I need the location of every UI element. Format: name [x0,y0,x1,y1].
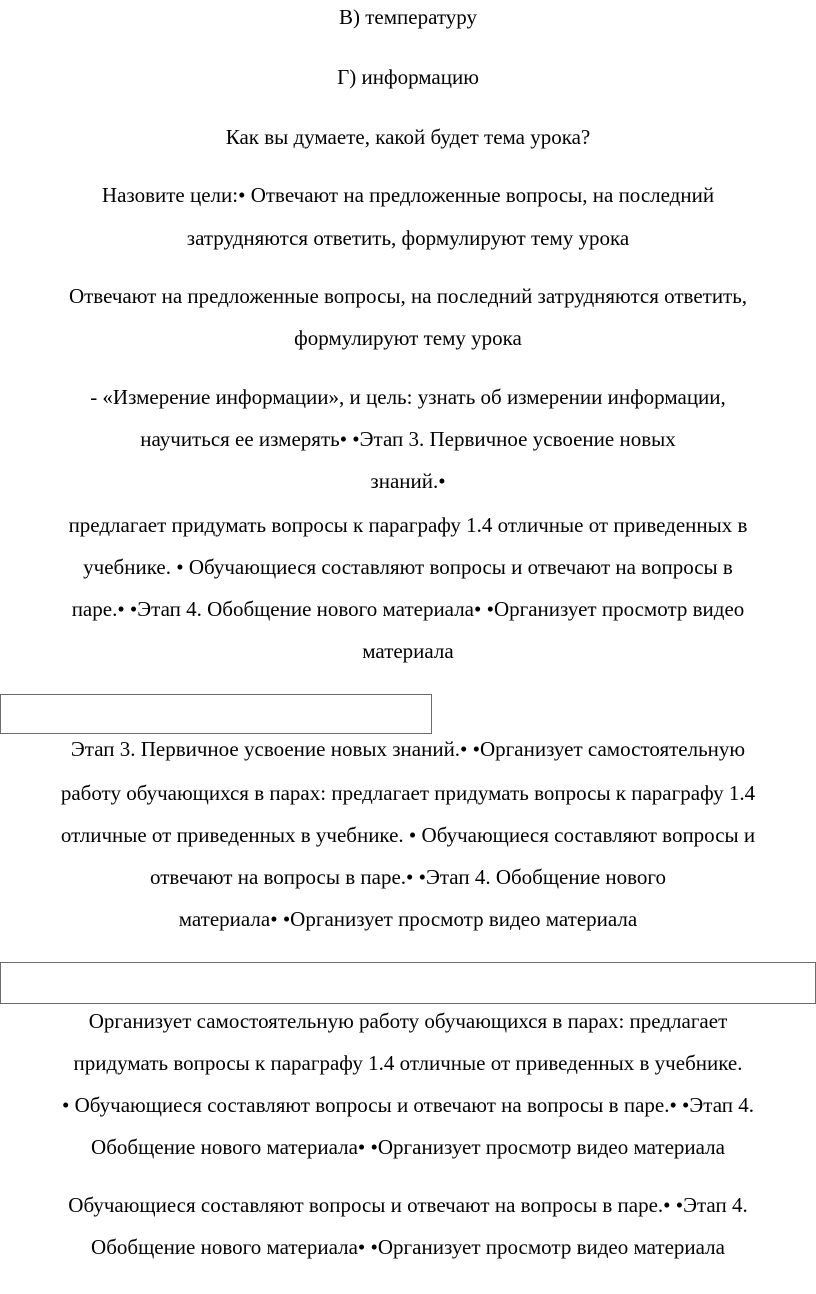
text-line: • Обучающиеся составляют вопросы и отвечают на вопросы в паре.• •Этап 4. [61,1093,754,1117]
text-line: отличные от приведенных в учебнике. • Обучающиеся составляют вопросы и [60,823,756,847]
text-line: отвечают на вопросы в паре.• •Этап 4. Обобщение нового [150,865,666,889]
empty-table-cell [0,694,432,734]
text-line: паре.• •Этап 4. Обобщение нового материала• •Организует просмотр видео [71,597,745,621]
text-line: материала• •Организует просмотр видео материала [178,907,638,931]
text-line: материала [362,639,454,663]
text-line: Обобщение нового материала• •Организует просмотр видео материала [91,1235,725,1259]
text-line: Обобщение нового материала• •Организует просмотр видео материала [91,1135,725,1159]
text-line: знаний.• [370,469,446,493]
text-line: Как вы думаете, какой будет тема урока? [225,125,591,149]
text-line: Назовите цели:• Отвечают на предложенные вопросы, на последний [101,183,715,207]
text-line: Этап 3. Первичное усвоение новых знаний.• •Организует самостоятельную [70,737,746,761]
text-line: - «Измерение информации», и цель: узнать об измерении информации, [90,385,726,409]
text-line: Обучающиеся составляют вопросы и отвечают на вопросы в паре.• •Этап 4. [68,1193,748,1217]
empty-table-cell [0,962,816,1004]
text-line: Отвечают на предложенные вопросы, на последний затрудняются ответить, [68,284,748,308]
text-line: научиться ее измерять• •Этап 3. Первичное усвоение новых [140,427,676,451]
text-line: учебнике. • Обучающиеся составляют вопросы и отвечают на вопросы в [83,555,733,579]
text-line: предлагает придумать вопросы к параграфу 1.4 отличные от приведенных в [68,513,748,537]
text-line: затрудняются ответить, формулируют тему урока [186,226,630,250]
text-line: формулируют тему урока [294,326,522,350]
text-line: придумать вопросы к параграфу 1.4 отличные от приведенных в учебнике. [73,1051,743,1075]
text-line: Организует самостоятельную работу обучающихся в парах: предлагает [88,1009,728,1033]
text-line: В) температуру [339,5,477,29]
text-line: Г) информацию [337,65,479,89]
text-line: работу обучающихся в парах: предлагает придумать вопросы к параграфу 1.4 [60,781,756,805]
